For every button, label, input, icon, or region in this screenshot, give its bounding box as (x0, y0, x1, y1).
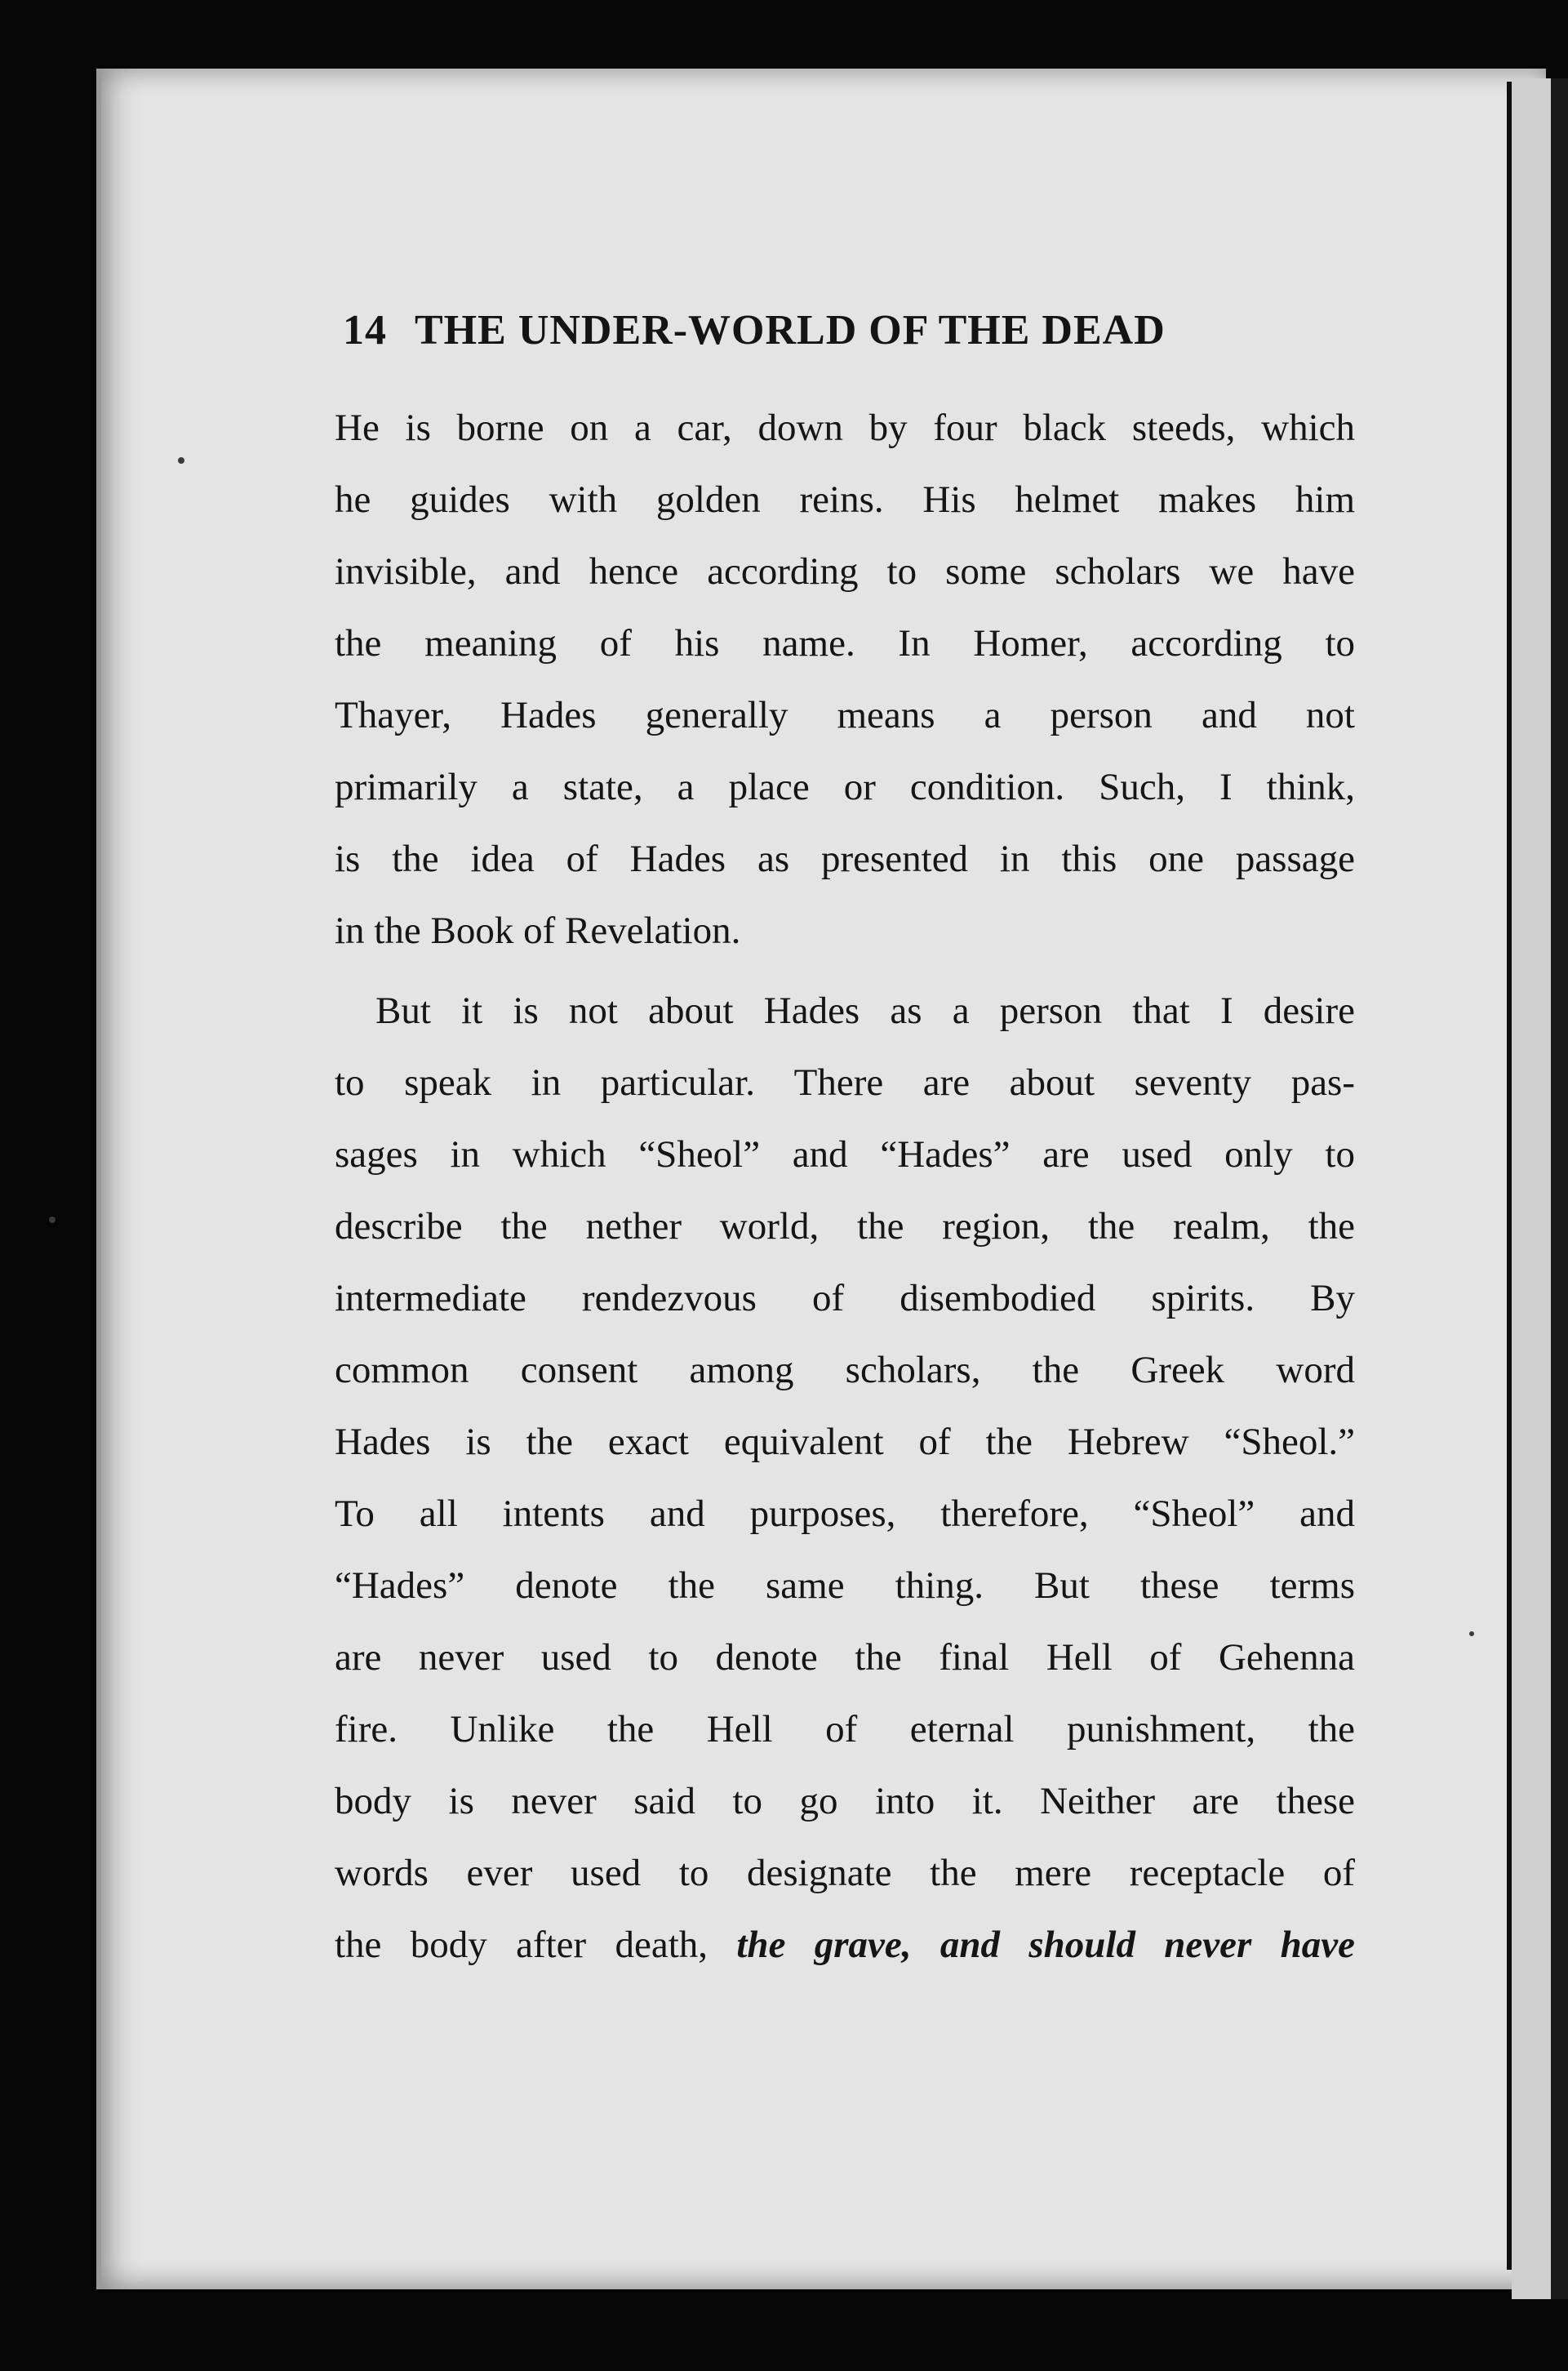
text-line: body is never said to go into it. Neither are these (335, 1780, 1355, 1822)
dust-speck (178, 457, 184, 464)
text-line: are never used to denote the final Hell of Gehenna (335, 1636, 1355, 1679)
running-title: THE UNDER-WORLD OF THE DEAD (415, 307, 1166, 354)
facing-page-shadow (1551, 78, 1568, 2299)
text-line (335, 1909, 1355, 1981)
text-line: the meaning of his name. In Homer, according to (335, 622, 1355, 665)
text-line: sages in which “Sheol” and “Hades” are used only to (335, 1133, 1355, 1176)
running-header (343, 306, 1290, 354)
text-line: fire. Unlike the Hell of eternal punishment, the (335, 1708, 1355, 1750)
text-line: invisible, and hence according to some scholars we have (335, 550, 1355, 593)
text-line: Thayer, Hades generally means a person and not (335, 694, 1355, 736)
dust-speck (49, 1217, 56, 1223)
text-line: “Hades” denote the same thing. But these terms (335, 1564, 1355, 1607)
text-line: words ever used to designate the mere receptacle of (335, 1852, 1355, 1894)
paragraph (335, 975, 1355, 1981)
text-line: primarily a state, a place or condition. Such, I think, (335, 766, 1355, 808)
text-line: to speak in particular. There are about seventy pas- (335, 1061, 1355, 1104)
text-line: But it is not about Hades as a person that I desire (375, 990, 1355, 1032)
text-line: describe the nether world, the region, the realm, the (335, 1205, 1355, 1248)
text-run: the body after death, (335, 1924, 737, 1966)
paragraph (335, 392, 1355, 967)
book-gutter (1507, 82, 1512, 2270)
text-line: He is borne on a car, down by four black steeds, which (335, 407, 1355, 449)
text-line: he guides with golden reins. His helmet makes him (335, 478, 1355, 521)
italic-text-run: the grave, and should never have (736, 1924, 1356, 1966)
text-line: in the Book of Revelation. (335, 910, 741, 952)
text-line: Hades is the exact equivalent of the Hebrew “Sheol.” (335, 1421, 1355, 1463)
text-line: To all intents and purposes, therefore, “Sheol” and (335, 1492, 1355, 1535)
body-text (335, 392, 1355, 1981)
text-line: is the idea of Hades as presented in this one passage (335, 838, 1355, 880)
text-line: common consent among scholars, the Greek word (335, 1349, 1355, 1391)
page-number: 14 (343, 307, 387, 354)
dust-speck (1469, 1631, 1474, 1636)
text-line: intermediate rendezvous of disembodied spirits. By (335, 1277, 1355, 1319)
